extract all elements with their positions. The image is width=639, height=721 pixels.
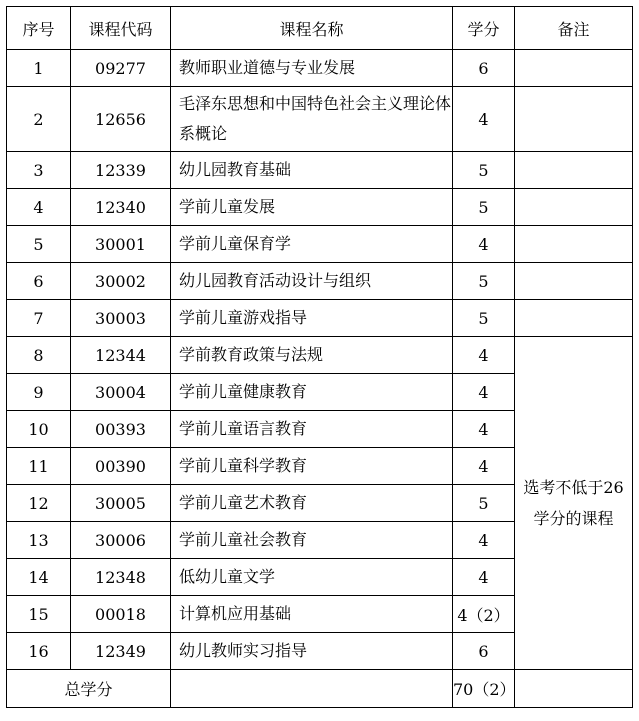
table-row: [7, 300, 633, 337]
code-cell: 12344: [71, 337, 171, 374]
credit-cell: 4: [453, 522, 515, 559]
credit-cell: 5: [453, 300, 515, 337]
credit-cell: 4: [453, 559, 515, 596]
name-cell: 幼儿园教育基础: [171, 152, 453, 189]
credit-cell: 4（2）: [453, 596, 515, 633]
code-cell: 30001: [71, 226, 171, 263]
name-cell: 毛泽东思想和中国特色社会主义理论体系概论: [171, 87, 453, 152]
name-cell: 学前儿童健康教育: [171, 374, 453, 411]
table-row: [7, 50, 633, 87]
total-label: 总学分: [7, 670, 171, 708]
seq-cell: 6: [7, 263, 71, 300]
header-credit: 学分: [453, 7, 515, 50]
remark-cell: [515, 87, 633, 152]
remark-cell: [515, 189, 633, 226]
code-cell: 12339: [71, 152, 171, 189]
seq-cell: 7: [7, 300, 71, 337]
credit-cell: 4: [453, 337, 515, 374]
name-cell: 学前儿童发展: [171, 189, 453, 226]
header-row: [7, 7, 633, 50]
total-credit: 70（2）: [453, 670, 515, 708]
code-cell: 12348: [71, 559, 171, 596]
table-row: [7, 337, 633, 374]
credit-cell: 6: [453, 633, 515, 670]
table-row: [7, 189, 633, 226]
table-row: [7, 263, 633, 300]
credit-cell: 4: [453, 374, 515, 411]
name-cell: 幼儿教师实习指导: [171, 633, 453, 670]
name-cell: 学前儿童艺术教育: [171, 485, 453, 522]
code-cell: 30003: [71, 300, 171, 337]
name-cell: 计算机应用基础: [171, 596, 453, 633]
code-cell: 00393: [71, 411, 171, 448]
header-remark: 备注: [515, 7, 633, 50]
seq-cell: 14: [7, 559, 71, 596]
course-table: [6, 6, 633, 708]
name-cell: 低幼儿童文学: [171, 559, 453, 596]
seq-cell: 8: [7, 337, 71, 374]
seq-cell: 5: [7, 226, 71, 263]
seq-cell: 1: [7, 50, 71, 87]
seq-cell: 16: [7, 633, 71, 670]
seq-cell: 4: [7, 189, 71, 226]
credit-cell: 5: [453, 189, 515, 226]
code-cell: 00018: [71, 596, 171, 633]
seq-cell: 2: [7, 87, 71, 152]
name-cell: 学前儿童语言教育: [171, 411, 453, 448]
code-cell: 12349: [71, 633, 171, 670]
credit-cell: 4: [453, 448, 515, 485]
table-row: [7, 152, 633, 189]
credit-cell: 5: [453, 152, 515, 189]
remark-cell: [515, 300, 633, 337]
elective-note-cell: 选考不低于26学分的课程: [515, 337, 633, 670]
seq-cell: 12: [7, 485, 71, 522]
remark-cell: [515, 50, 633, 87]
name-cell: 幼儿园教育活动设计与组织: [171, 263, 453, 300]
seq-cell: 10: [7, 411, 71, 448]
total-name-cell: [171, 670, 453, 708]
seq-cell: 9: [7, 374, 71, 411]
credit-cell: 6: [453, 50, 515, 87]
seq-cell: 13: [7, 522, 71, 559]
name-cell: 学前教育政策与法规: [171, 337, 453, 374]
credit-cell: 4: [453, 226, 515, 263]
code-cell: 30005: [71, 485, 171, 522]
header-name: 课程名称: [171, 7, 453, 50]
credit-cell: 4: [453, 411, 515, 448]
name-cell: 教师职业道德与专业发展: [171, 50, 453, 87]
name-cell: 学前儿童游戏指导: [171, 300, 453, 337]
code-cell: 30006: [71, 522, 171, 559]
credit-cell: 5: [453, 485, 515, 522]
seq-cell: 15: [7, 596, 71, 633]
name-cell: 学前儿童社会教育: [171, 522, 453, 559]
header-seq: 序号: [7, 7, 71, 50]
seq-cell: 3: [7, 152, 71, 189]
header-code: 课程代码: [71, 7, 171, 50]
name-cell: 学前儿童保育学: [171, 226, 453, 263]
code-cell: 00390: [71, 448, 171, 485]
remark-cell: [515, 152, 633, 189]
table-row: [7, 226, 633, 263]
code-cell: 09277: [71, 50, 171, 87]
code-cell: 12340: [71, 189, 171, 226]
remark-cell: [515, 263, 633, 300]
name-cell: 学前儿童科学教育: [171, 448, 453, 485]
credit-cell: 5: [453, 263, 515, 300]
total-row: [7, 670, 633, 708]
total-remark-cell: [515, 670, 633, 708]
credit-cell: 4: [453, 87, 515, 152]
seq-cell: 11: [7, 448, 71, 485]
table-row: [7, 87, 633, 152]
remark-cell: [515, 226, 633, 263]
code-cell: 30002: [71, 263, 171, 300]
code-cell: 30004: [71, 374, 171, 411]
code-cell: 12656: [71, 87, 171, 152]
